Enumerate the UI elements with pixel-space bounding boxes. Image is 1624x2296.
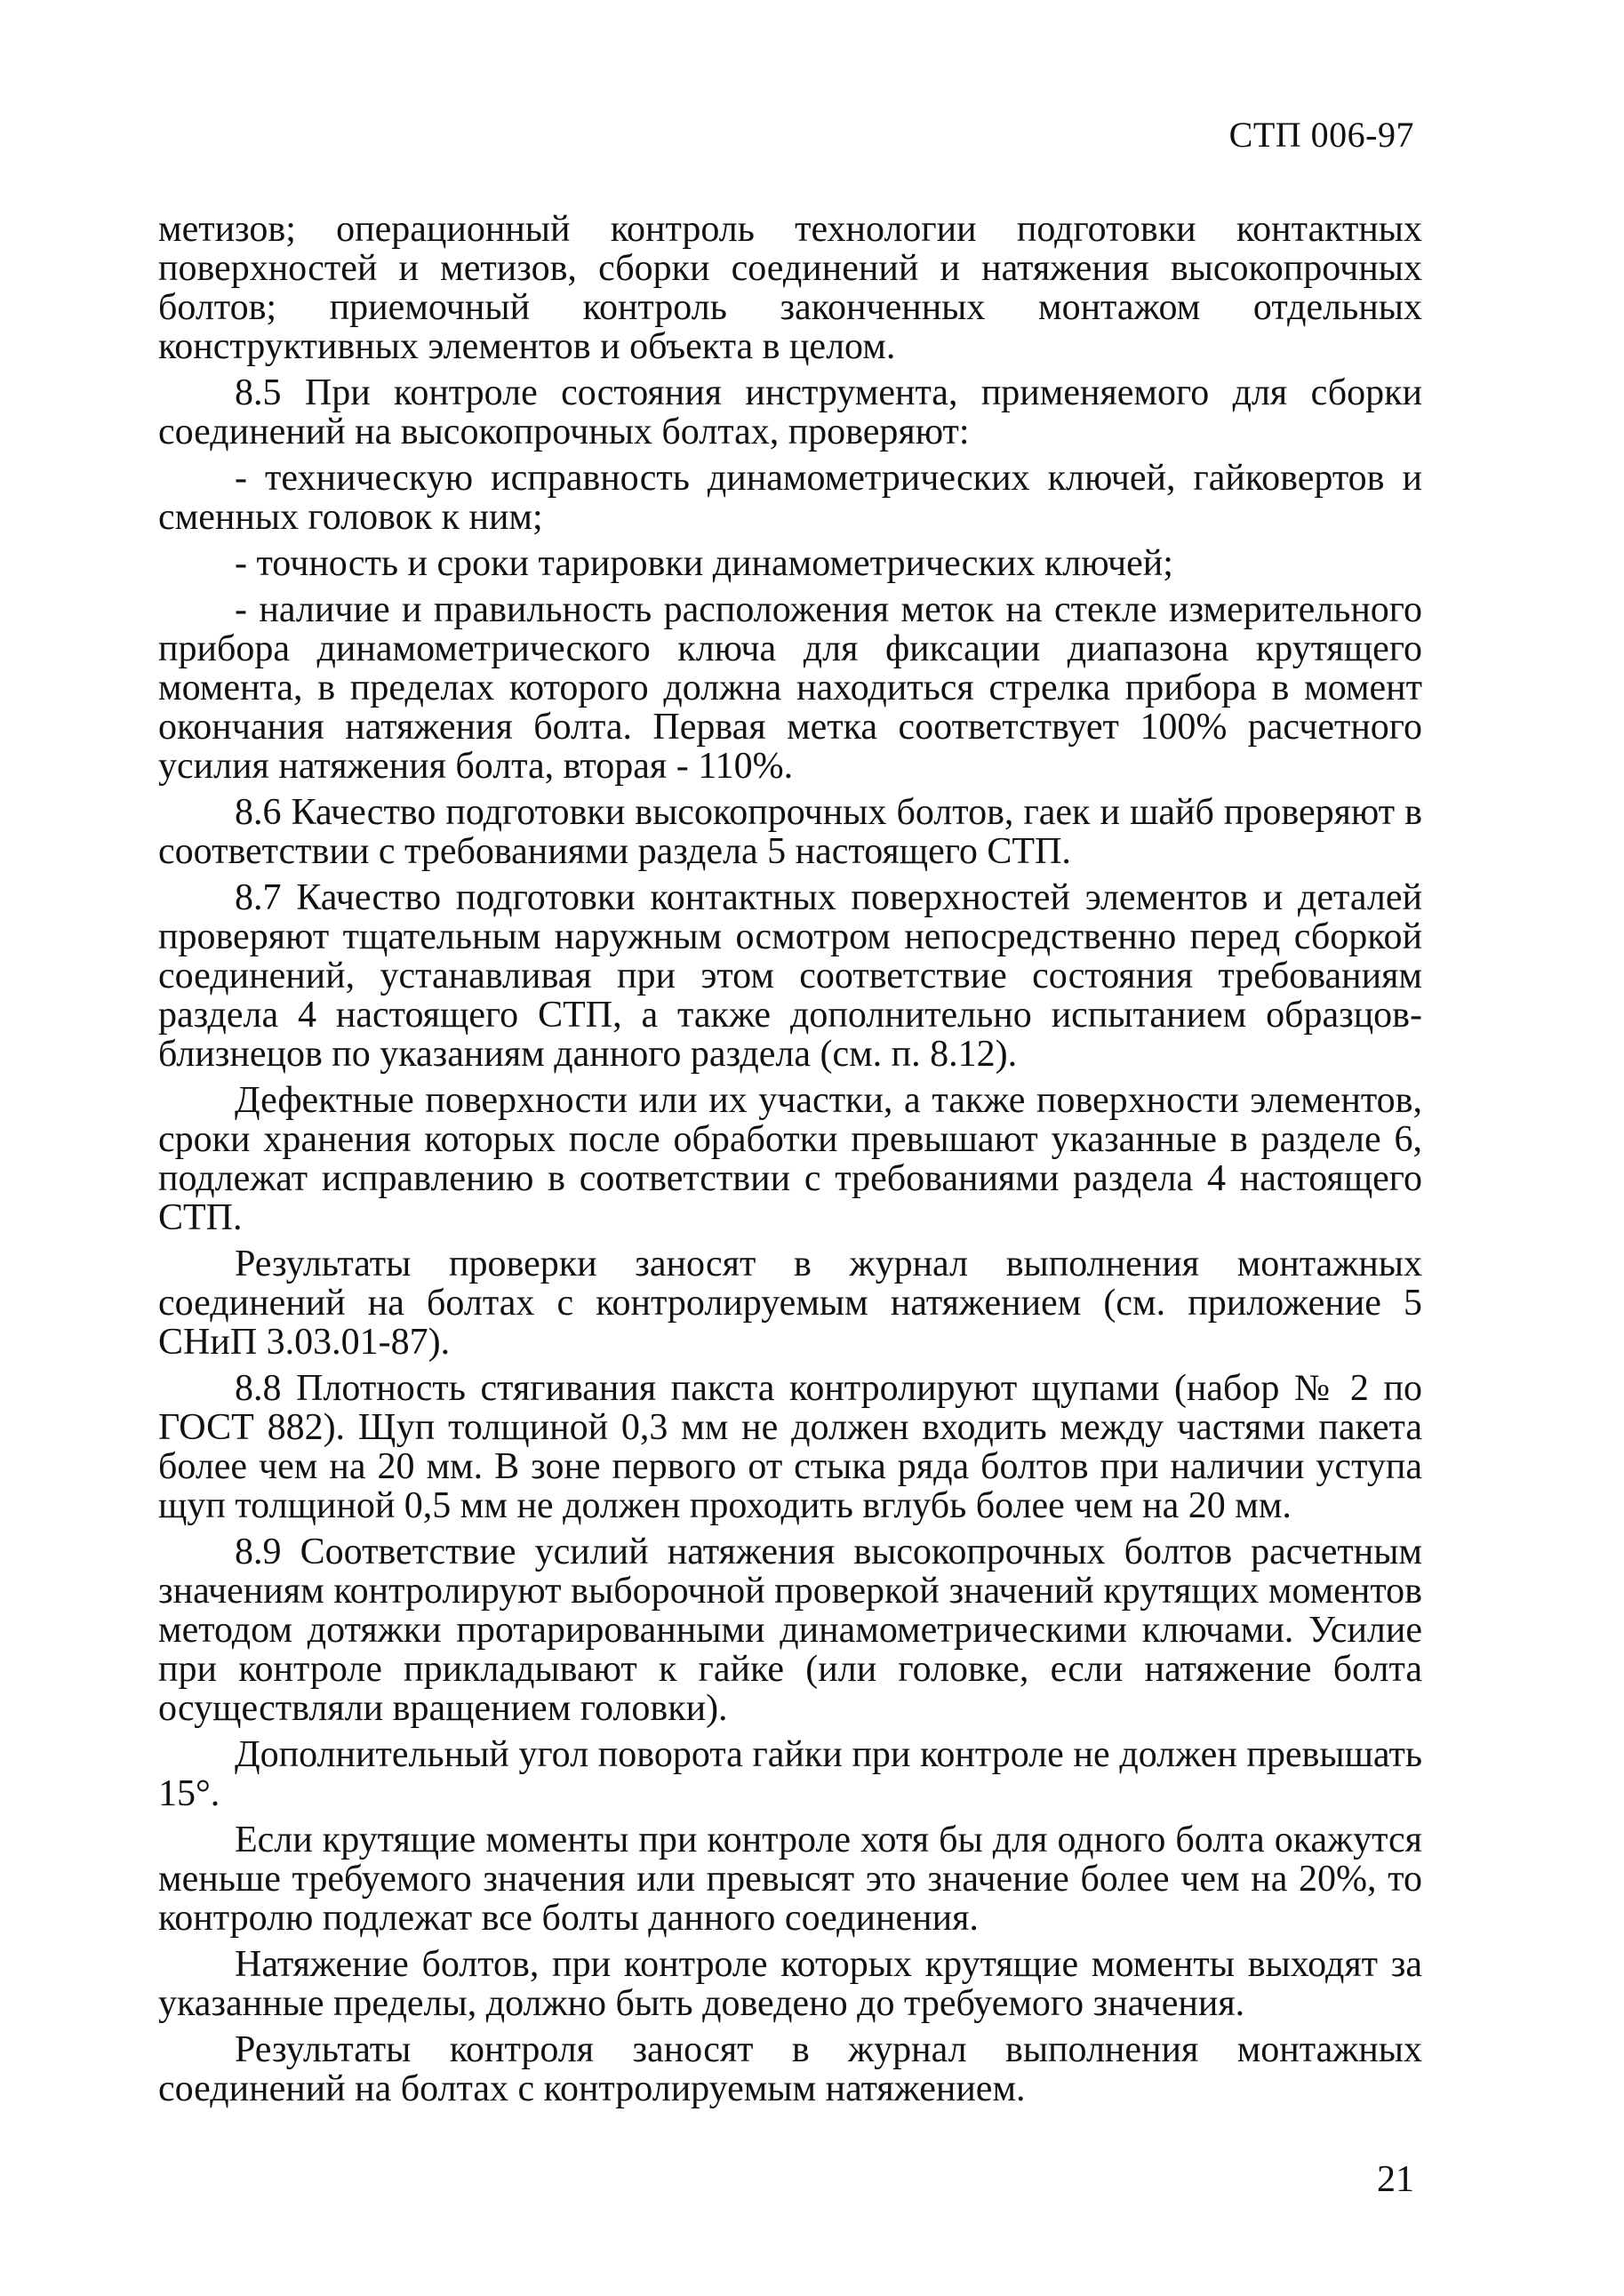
paragraph: 8.9 Соответствие усилий натяжения высокопрочных болтов расчетным значениям контролируют выборочной проверкой значений крутящих моментов методом дотяжки протарированными динамометрическими ключами. Усилие при контроле прикладывают к гайке (или головке, если натяжение болта осуществляли вращением головки). [158,1532,1422,1729]
paragraph: метизов; операционный контроль технологии подготовки контактных поверхностей и метизов, сборки соединений и натяжения высокопрочных болтов; приемочный контроль законченных монтажом отдельных конструктивных элементов и объекта в целом. [158,209,1422,367]
paragraph: Если крутящие моменты при контроле хотя бы для одного болта окажутся меньше требуемого значения или превысят это значение более чем на 20%, то контролю подлежат все болты данного соединения. [158,1820,1422,1939]
paragraph: Результаты проверки заносят в журнал выполнения монтажных соединений на болтах с контролируемым натяжением (см. приложение 5 СНиП 3.03.01-87). [158,1244,1422,1363]
document-body [158,210,1422,2116]
paragraph: Дополнительный угол поворота гайки при контроле не должен превышать 15°. [158,1734,1422,1814]
list-item: - точность и сроки тарировки динамометрических ключей; [235,543,1173,584]
paragraph: Натяжение болтов, при контроле которых крутящие моменты выходят за указанные пределы, должно быть доведено до требуемого значения. [158,1944,1422,2024]
document-code: СТП 006-97 [1228,115,1414,155]
paragraph: 8.5 При контроле состояния инструмента, применяемого для сборки соединений на высокопрочных болтах, проверяют: [158,372,1422,452]
paragraph: 8.7 Качество подготовки контактных поверхностей элементов и деталей проверяют тщательным наружным осмотром непосредственно перед сборкой соединений, устанавливая при этом соответствие состояния требованиям раздела 4 настоящего СТП, а также дополнительно испытанием образцов-близнецов по указаниям данного раздела (см. п. 8.12). [158,877,1422,1075]
paragraph: 8.6 Качество подготовки высокопрочных болтов, гаек и шайб проверяют в соответствии с требованиями раздела 5 настоящего СТП. [158,792,1422,872]
page-number: 21 [1377,2159,1414,2200]
list-item: - техническую исправность динамометрических ключей, гайковертов и сменных головок к ним; [158,458,1422,538]
paragraph: Дефектные поверхности или их участки, а также поверхности элементов, сроки хранения которых после обработки превышают указанные в разделе 6, подлежат исправлению в соответствии с требованиями раздела 4 настоящего СТП. [158,1080,1422,1238]
paragraph: Результаты контроля заносят в журнал выполнения монтажных соединений на болтах с контролируемым натяжением. [158,2029,1422,2109]
list-item: - наличие и правильность расположения меток на стекле измерительного прибора динамометрического ключа для фиксации диапазона крутящего момента, в пределах которого должна находиться стрелка прибора в момент окончания натяжения болта. Первая метка соответствует 100% расчетного усилия натяжения болта, вторая - 110%. [158,589,1422,787]
paragraph: 8.8 Плотность стягивания пакста контролируют щупами (набор № 2 по ГОСТ 882). Щуп толщиной 0,3 мм не должен входить между частями пакета более чем на 20 мм. В зоне первого от стыка ряда болтов при наличии уступа щуп толщиной 0,5 мм не должен проходить вглубь более чем на 20 мм. [158,1368,1422,1526]
